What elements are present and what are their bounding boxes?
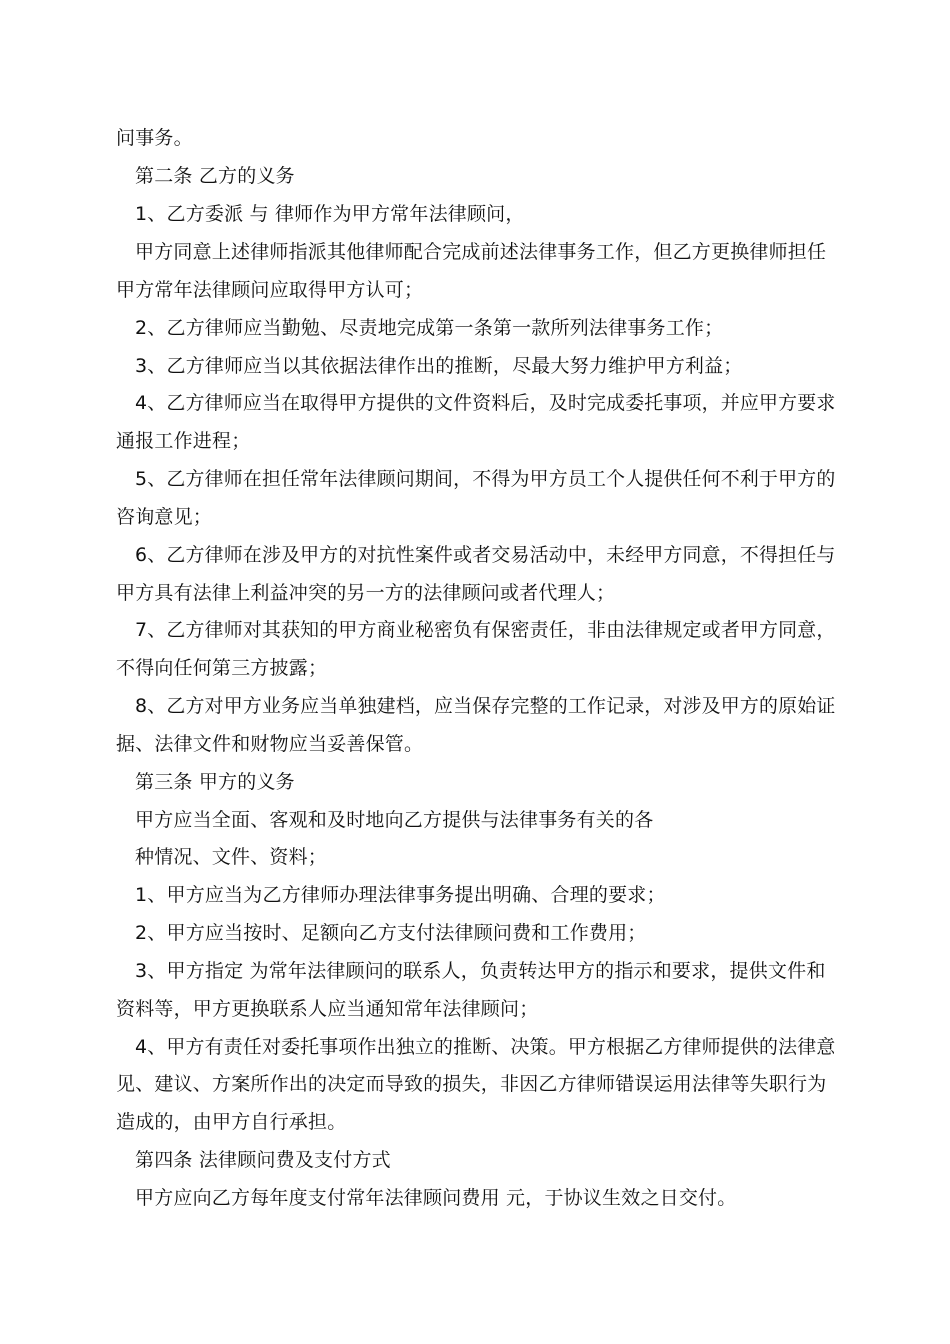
text-line: 甲方应向乙方每年度支付常年法律顾问费用 元，于协议生效之日交付。	[135, 1187, 737, 1209]
text-line: 5、乙方律师在担任常年法律顾问期间，不得为甲方员工个人提供任何不利于甲方的	[135, 468, 836, 490]
text-line: 3、乙方律师应当以其依据法律作出的推断，尽最大努力维护甲方利益；	[135, 355, 743, 377]
text-line: 见、建议、方案所作出的决定而导致的损失，非因乙方律师错误运用法律等失职行为	[116, 1073, 827, 1095]
text-line: 据、法律文件和财物应当妥善保管。	[116, 733, 424, 755]
text-line: 2、乙方律师应当勤勉、尽责地完成第一条第一款所列法律事务工作；	[135, 317, 724, 339]
text-line: 3、甲方指定 为常年法律顾问的联系人，负责转达甲方的指示和要求，提供文件和	[135, 960, 826, 982]
text-line: 甲方同意上述律师指派其他律师配合完成前述法律事务工作，但乙方更换律师担任	[135, 241, 827, 263]
text-line: 2、甲方应当按时、足额向乙方支付法律顾问费和工作费用；	[135, 922, 647, 944]
text-line: 问事务。	[116, 127, 193, 149]
text-line: 4、乙方律师应当在取得甲方提供的文件资料后，及时完成委托事项，并应甲方要求	[135, 392, 836, 414]
text-line: 1、乙方委派 与 律师作为甲方常年法律顾问，	[135, 203, 525, 225]
text-line: 甲方应当全面、客观和及时地向乙方提供与法律事务有关的各	[135, 809, 654, 831]
text-line: 4、甲方有责任对委托事项作出独立的推断、决策。甲方根据乙方律师提供的法律意	[135, 1036, 836, 1058]
text-line: 不得向任何第三方披露；	[116, 657, 328, 679]
section-heading: 第三条 甲方的义务	[135, 771, 295, 793]
text-line: 甲方具有法律上利益冲突的另一方的法律顾问或者代理人；	[116, 582, 616, 604]
text-line: 1、甲方应当为乙方律师办理法律事务提出明确、合理的要求；	[135, 884, 666, 906]
text-line: 6、乙方律师在涉及甲方的对抗性案件或者交易活动中，未经甲方同意，不得担任与	[135, 544, 836, 566]
section-heading: 第四条 法律顾问费及支付方式	[135, 1149, 391, 1171]
text-line: 种情况、文件、资料；	[135, 846, 328, 868]
text-line: 甲方常年法律顾问应取得甲方认可；	[116, 279, 424, 301]
text-line: 资料等，甲方更换联系人应当通知常年法律顾问；	[116, 998, 539, 1020]
text-line: 8、乙方对甲方业务应当单独建档，应当保存完整的工作记录，对涉及甲方的原始证	[135, 695, 836, 717]
text-line: 咨询意见；	[116, 506, 213, 528]
text-line: 通报工作进程；	[116, 430, 251, 452]
text-line: 造成的，由甲方自行承担。	[116, 1111, 347, 1133]
section-heading: 第二条 乙方的义务	[135, 165, 295, 187]
text-line: 7、乙方律师对其获知的甲方商业秘密负有保密责任，非由法律规定或者甲方同意，	[135, 619, 836, 641]
